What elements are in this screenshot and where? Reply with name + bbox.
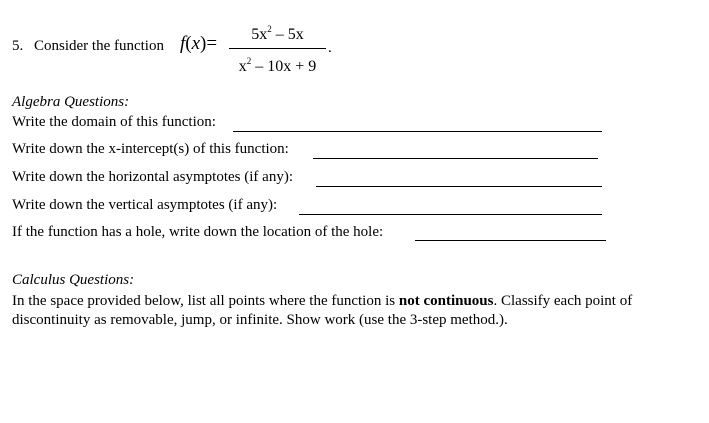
function-name bbox=[180, 33, 217, 55]
answer-line-horizontal-asymptotes[interactable] bbox=[316, 186, 602, 187]
function-paren-close: ) bbox=[200, 33, 207, 54]
answer-line-hole[interactable] bbox=[415, 240, 606, 241]
calculus-title: Calculus Questions: bbox=[12, 272, 135, 288]
function-variable: x bbox=[191, 33, 201, 54]
answer-line-x-intercepts[interactable] bbox=[313, 158, 598, 159]
calculus-instructions bbox=[12, 292, 692, 330]
algebra-title: Algebra Questions: bbox=[12, 94, 130, 110]
denominator-term: x bbox=[238, 58, 247, 75]
answer-line-domain[interactable] bbox=[233, 131, 602, 132]
calculus-bold-text: not continuous bbox=[398, 293, 494, 309]
algebra-question-hole: If the function has a hole, write down the location of the hole: bbox=[12, 224, 384, 240]
function-symbol: f bbox=[180, 33, 186, 54]
denominator-rest: – 10x + 9 bbox=[251, 58, 317, 75]
question-number: 5. bbox=[12, 38, 24, 54]
numerator-exponent: 2 bbox=[267, 24, 272, 34]
function-fraction bbox=[229, 18, 326, 77]
fraction-numerator bbox=[229, 18, 326, 46]
question-prompt: Consider the function bbox=[34, 38, 164, 54]
fraction-bar bbox=[229, 48, 326, 49]
algebra-question-vertical-asymptotes: Write down the vertical asymptotes (if any): bbox=[12, 197, 278, 213]
denominator-exponent: 2 bbox=[246, 56, 252, 66]
algebra-question-horizontal-asymptotes: Write down the horizontal asymptotes (if any): bbox=[12, 169, 293, 185]
answer-line-vertical-asymptotes[interactable] bbox=[299, 214, 602, 215]
calculus-text-before: In the space provided below, list all points where the function is bbox=[12, 293, 399, 309]
end-punctuation: . bbox=[328, 40, 332, 56]
algebra-question-x-intercepts: Write down the x-intercept(s) of this function: bbox=[12, 141, 289, 157]
numerator-term: 5x bbox=[251, 26, 268, 43]
numerator-rest: – 5x bbox=[271, 26, 304, 43]
function-paren-open: ( bbox=[185, 33, 192, 54]
equals-sign: = bbox=[206, 33, 218, 54]
fraction-denominator bbox=[229, 51, 326, 77]
calculus-text-after: . Classify each point of discontinuity as removable, jump, or infinite. Show work (use the 3-step method.). bbox=[12, 293, 633, 328]
algebra-question-domain: Write the domain of this function: bbox=[12, 114, 216, 130]
